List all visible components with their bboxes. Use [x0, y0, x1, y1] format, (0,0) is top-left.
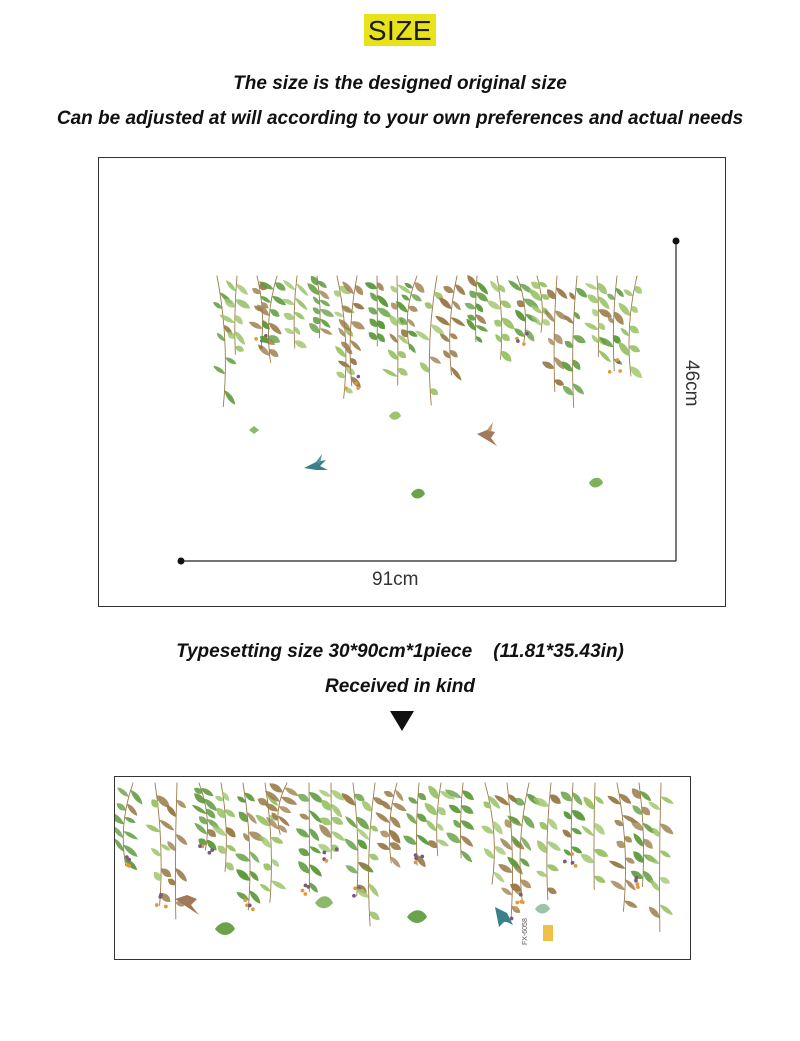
leaf — [122, 829, 139, 841]
leaf — [453, 282, 467, 297]
berry — [322, 851, 326, 855]
leaf — [212, 364, 226, 375]
leaf — [270, 878, 288, 891]
hummingbird-teal — [304, 454, 328, 470]
sheet-birds — [175, 895, 513, 927]
leaf — [308, 809, 324, 825]
leaf — [352, 301, 366, 311]
leaf — [660, 795, 675, 806]
leaf — [459, 818, 476, 832]
leaf — [319, 317, 332, 329]
berry — [251, 907, 255, 911]
received-in-kind-text: Received in kind — [325, 676, 475, 697]
leaf — [434, 314, 452, 328]
leaf — [593, 846, 610, 859]
leaf — [459, 803, 475, 817]
leaf — [584, 281, 599, 291]
leaf — [235, 890, 251, 903]
berry — [344, 386, 348, 390]
sheet-product-code — [522, 918, 553, 945]
leaf — [436, 838, 450, 849]
hummingbird-brown — [477, 422, 497, 446]
berry — [248, 904, 252, 908]
berry — [164, 905, 168, 909]
leaf — [247, 889, 262, 906]
berry — [127, 858, 131, 862]
leaf — [590, 307, 601, 318]
leaf — [368, 852, 381, 862]
leaf — [570, 807, 588, 823]
berry — [357, 375, 361, 379]
leaf — [125, 802, 139, 817]
leaf — [225, 843, 237, 853]
height-label: 46cm — [681, 360, 702, 407]
berry — [304, 892, 308, 896]
leaf — [145, 823, 162, 835]
leaf — [580, 824, 595, 838]
leaf — [344, 863, 359, 876]
down-arrow-icon — [390, 711, 414, 731]
leaf — [270, 835, 285, 846]
leaf — [554, 286, 569, 301]
title-banner — [0, 14, 800, 46]
leaf — [308, 862, 324, 878]
leaf — [391, 801, 408, 814]
berry — [207, 851, 211, 855]
leaf — [319, 307, 336, 319]
berry — [414, 860, 418, 864]
berry — [155, 903, 159, 907]
berry — [618, 369, 622, 373]
leaf — [234, 867, 252, 884]
berry — [243, 898, 247, 902]
leaf — [424, 818, 439, 833]
leaf — [282, 311, 296, 322]
berry — [352, 894, 356, 898]
berry — [304, 884, 308, 888]
leaf — [278, 804, 293, 815]
leaf — [330, 814, 345, 827]
leaf — [658, 849, 672, 860]
branch-stem — [594, 783, 595, 889]
leaf — [535, 869, 548, 879]
berry — [414, 853, 418, 857]
leaf — [459, 833, 475, 848]
leaf — [124, 815, 137, 824]
leaf — [374, 810, 391, 825]
berry — [126, 863, 130, 867]
branch-stem — [660, 783, 661, 932]
berry — [514, 906, 518, 910]
leaf — [401, 833, 418, 847]
leaf — [571, 333, 587, 346]
typesetting-size-text: Typesetting size 30*90cm*1piece (11.81*35.43in) — [176, 641, 624, 662]
leaf — [224, 279, 237, 293]
berry — [574, 864, 578, 868]
leaf — [546, 839, 563, 853]
berry — [356, 386, 360, 390]
sticker-sheet-illustration — [115, 777, 690, 959]
leaf — [280, 794, 299, 807]
subtitle-line-1: The size is the designed original size — [233, 73, 567, 94]
leaf — [628, 343, 642, 354]
leaf — [451, 299, 462, 311]
leaf — [463, 301, 476, 311]
leaf — [428, 355, 442, 366]
leaf — [658, 821, 675, 836]
berry — [608, 370, 612, 374]
berry — [325, 859, 329, 863]
leaf — [296, 792, 311, 804]
leaf — [293, 310, 306, 321]
leaf — [437, 295, 454, 311]
leaf — [553, 309, 568, 323]
leaf — [158, 818, 176, 832]
berry — [515, 901, 519, 905]
leaf — [235, 282, 250, 297]
leaf — [597, 321, 607, 332]
leaf — [319, 298, 332, 308]
leaf — [658, 903, 674, 917]
berry — [354, 381, 358, 385]
leaf — [283, 326, 295, 335]
leaf — [234, 297, 252, 311]
subtitle-line-2: Can be adjusted at will according to your own preferences and actual needs — [56, 108, 744, 129]
leaf — [248, 320, 264, 331]
leaf — [129, 788, 145, 806]
leaf — [623, 899, 639, 910]
size-diagram-frame — [98, 157, 726, 607]
leaf — [450, 315, 467, 328]
berry — [210, 848, 214, 852]
leaf — [349, 319, 366, 332]
berry — [335, 847, 339, 851]
hanging-leaves-illustration — [99, 158, 725, 606]
leaf — [541, 359, 556, 371]
berry — [159, 893, 163, 897]
leaf — [415, 833, 432, 848]
leaf — [375, 281, 386, 293]
branch-stem — [235, 276, 237, 354]
leaf — [593, 874, 607, 885]
berry — [563, 860, 567, 864]
svg-text:FX-6058: FX-6058 — [522, 918, 529, 945]
berry — [521, 900, 525, 904]
leaf — [364, 280, 379, 291]
leaf — [608, 859, 627, 871]
leaf — [475, 323, 489, 333]
leaf — [546, 862, 560, 873]
leaf — [447, 802, 462, 815]
leaf — [319, 327, 333, 337]
leaf — [658, 875, 671, 886]
leaf — [298, 812, 310, 822]
berry — [254, 337, 258, 341]
leaf — [293, 338, 308, 350]
berry — [516, 339, 520, 343]
leaf — [376, 841, 391, 852]
berry — [420, 855, 424, 859]
leaf — [570, 826, 583, 836]
berry — [525, 332, 529, 336]
berry — [301, 889, 305, 893]
leaf — [330, 829, 347, 843]
leaf — [583, 321, 599, 332]
leaf — [283, 785, 299, 798]
leaf — [492, 870, 506, 884]
leaf — [223, 389, 238, 406]
berry — [636, 885, 640, 889]
berry — [198, 844, 202, 848]
leaf — [422, 800, 440, 817]
width-label: 91cm — [372, 569, 419, 590]
sticker-sheet-frame — [114, 776, 691, 960]
berry — [616, 358, 620, 362]
leaf — [174, 832, 189, 847]
leaf — [224, 356, 237, 366]
leaf — [218, 313, 236, 325]
leaf — [381, 367, 399, 379]
leaf — [579, 851, 596, 865]
branch-stem — [353, 783, 358, 896]
leaf — [609, 878, 626, 892]
leaf — [438, 332, 451, 344]
leaf — [234, 851, 252, 864]
berry — [634, 879, 638, 883]
leaf — [597, 348, 613, 363]
height-dimension — [676, 360, 702, 420]
title-text: SIZE — [364, 14, 436, 46]
floating-leaves — [249, 412, 603, 499]
leaf — [116, 786, 130, 799]
berry — [570, 852, 574, 856]
berry — [571, 861, 575, 865]
leaf — [294, 826, 311, 840]
leaf — [259, 882, 272, 893]
berry — [522, 342, 526, 346]
leaf — [293, 296, 309, 312]
berry — [519, 893, 523, 897]
